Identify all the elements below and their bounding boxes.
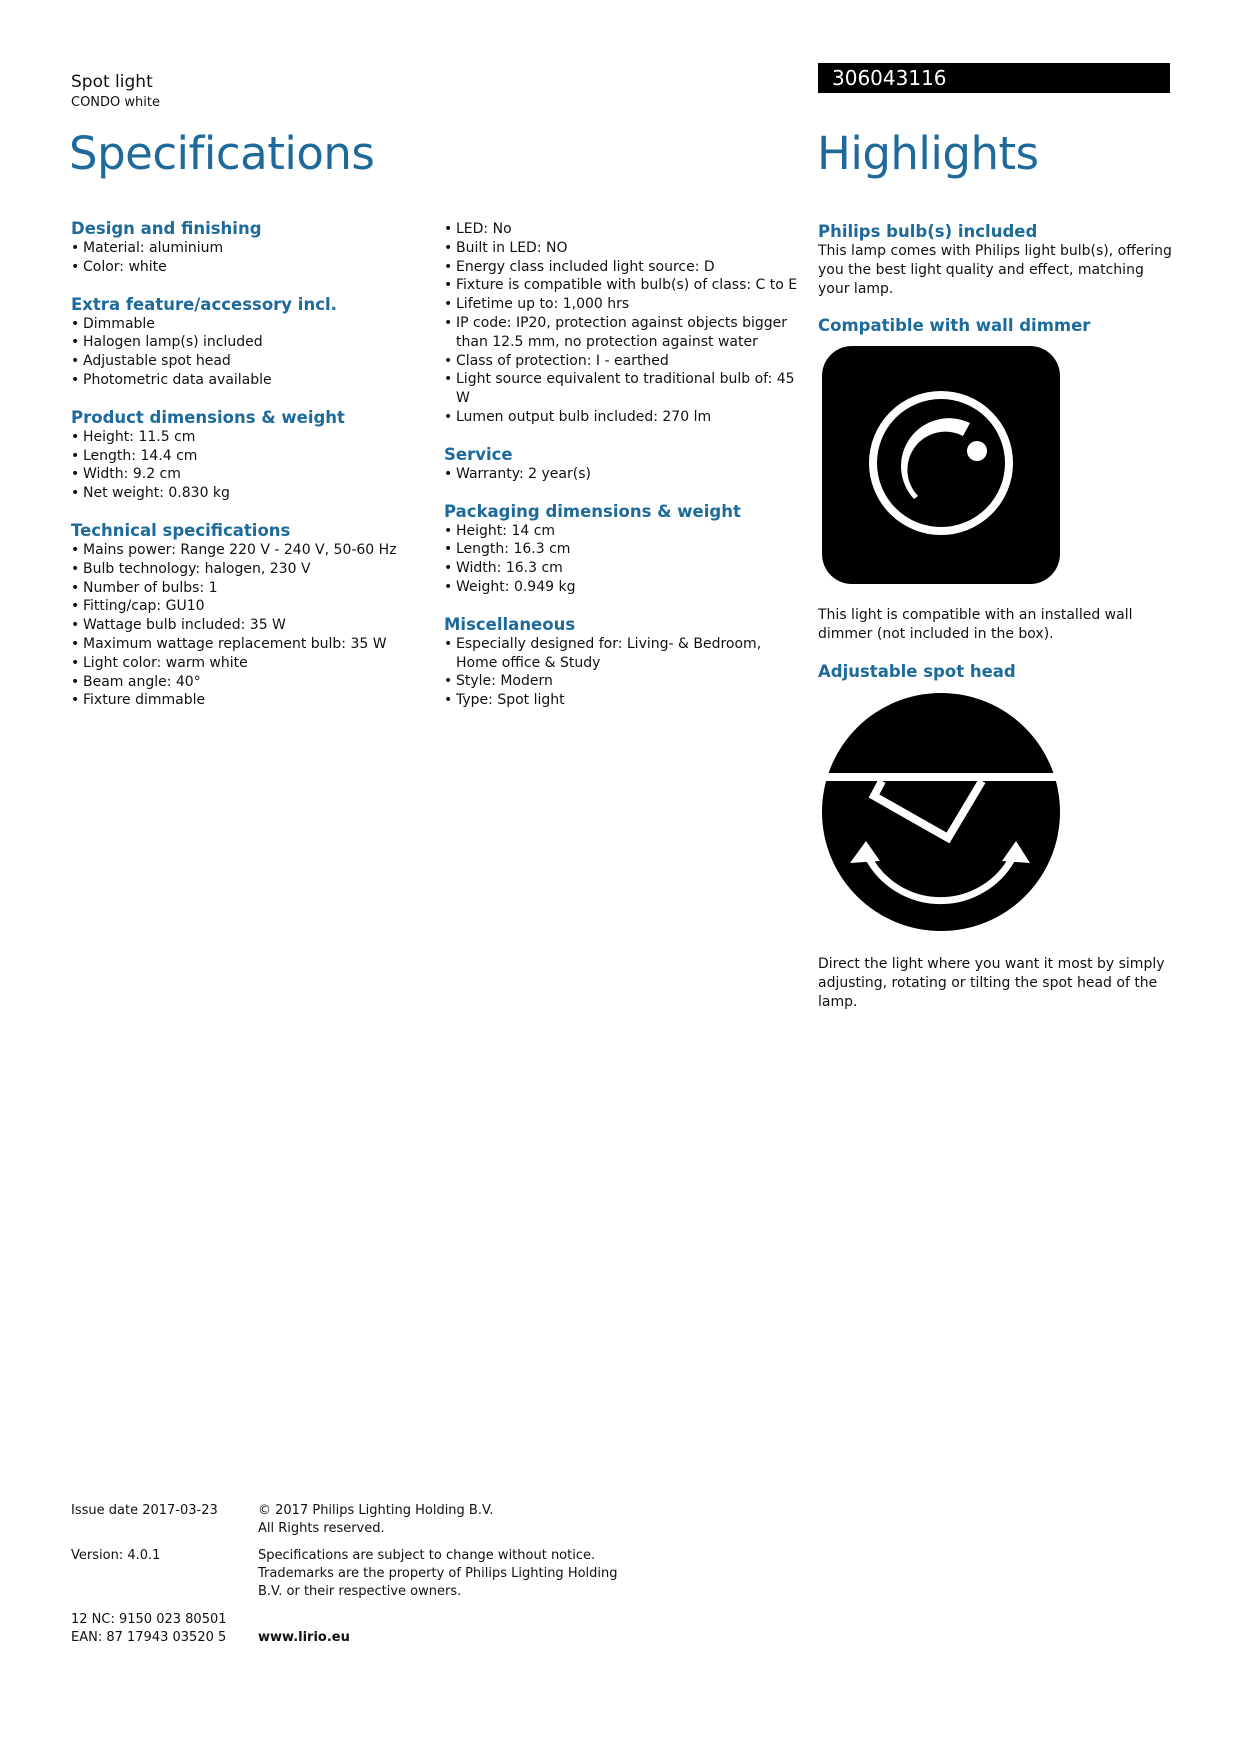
spec-item: • Bulb technology: halogen, 230 V	[71, 560, 431, 579]
spec-list	[444, 465, 804, 484]
spec-item: • Energy class included light source: D	[444, 258, 804, 277]
spec-section	[444, 615, 804, 710]
spec-item: • Beam angle: 40°	[71, 673, 431, 692]
spec-section-title: Packaging dimensions & weight	[444, 501, 741, 521]
spec-item: • Height: 14 cm	[444, 522, 804, 541]
spec-item: • Light source equivalent to traditional bulb of: 45 W	[444, 370, 804, 408]
spec-section	[444, 220, 804, 427]
spec-item: • Photometric data available	[71, 371, 431, 390]
spec-item: • Especially designed for: Living- & Bedroom, Home office & Study	[444, 635, 804, 673]
highlight-title: Compatible with wall dimmer	[818, 316, 1091, 335]
spec-section	[71, 219, 431, 277]
dimmer-knob-icon	[822, 346, 1060, 584]
spec-item: • Width: 16.3 cm	[444, 559, 804, 578]
spec-section	[71, 408, 431, 503]
highlight-title: Philips bulb(s) included	[818, 222, 1038, 241]
spec-list	[444, 635, 804, 710]
spec-item: • Class of protection: I - earthed	[444, 352, 804, 371]
highlights-title: Highlights	[817, 127, 1039, 180]
spec-item: • IP code: IP20, protection against objects bigger than 12.5 mm, no protection against water	[444, 314, 804, 352]
highlight-wall-dimmer-text	[818, 606, 1173, 644]
spec-item: • Type: Spot light	[444, 691, 804, 710]
notice-line-2: Trademarks are the property of Philips Lighting Holding	[258, 1566, 618, 1581]
notice-line-1: Specifications are subject to change without notice.	[258, 1548, 596, 1563]
spec-list	[444, 220, 804, 427]
spec-list	[444, 522, 804, 597]
spec-item: • Mains power: Range 220 V - 240 V, 50-60 Hz	[71, 541, 431, 560]
spec-section	[444, 445, 804, 484]
spec-section-title: Extra feature/accessory incl.	[71, 294, 337, 314]
spec-item: • Halogen lamp(s) included	[71, 333, 431, 352]
ean-number: EAN: 87 17943 03520 5	[71, 1630, 227, 1645]
highlight-adjustable-spot-text	[818, 955, 1173, 1011]
spec-item: • Warranty: 2 year(s)	[444, 465, 804, 484]
product-code-bar	[818, 63, 1170, 93]
spec-section	[444, 502, 804, 597]
spec-section	[71, 295, 431, 390]
copyright-line-1: © 2017 Philips Lighting Holding B.V.	[258, 1503, 494, 1518]
spec-item: • Fixture is compatible with bulb(s) of class: C to E	[444, 276, 804, 295]
spec-item: • Length: 16.3 cm	[444, 540, 804, 559]
spec-list	[71, 239, 431, 277]
website-link[interactable]: www.lirio.eu	[258, 1630, 350, 1645]
issue-date: Issue date 2017-03-23	[71, 1503, 218, 1518]
spec-item: • Material: aluminium	[71, 239, 431, 258]
spec-item: • Style: Modern	[444, 672, 804, 691]
highlight-text: Direct the light where you want it most by simply adjusting, rotating or tilting the spot head of the lamp.	[818, 956, 1165, 1010]
product-code: 306043116	[832, 66, 947, 90]
spec-column-1	[71, 219, 431, 728]
spec-item: • Width: 9.2 cm	[71, 465, 431, 484]
highlight-title: Adjustable spot head	[818, 662, 1016, 681]
highlight-text: This light is compatible with an installed wall dimmer (not included in the box).	[818, 607, 1133, 642]
spec-section-title: Product dimensions & weight	[71, 407, 345, 427]
spec-item: • Net weight: 0.830 kg	[71, 484, 431, 503]
notice-line-3: B.V. or their respective owners.	[258, 1584, 462, 1599]
highlight-text: This lamp comes with Philips light bulb(s), offering you the best light quality and effect, matching your lamp.	[818, 243, 1172, 297]
nc-number: 12 NC: 9150 023 80501	[71, 1612, 227, 1627]
spec-item: • Light color: warm white	[71, 654, 431, 673]
product-name: CONDO white	[71, 95, 160, 110]
spec-item: • Weight: 0.949 kg	[444, 578, 804, 597]
spec-item: • Height: 11.5 cm	[71, 428, 431, 447]
product-type: Spot light	[71, 72, 153, 92]
spec-list	[71, 428, 431, 503]
highlight-philips-bulbs	[818, 222, 1173, 298]
spec-item: • Adjustable spot head	[71, 352, 431, 371]
spec-item: • Dimmable	[71, 315, 431, 334]
highlight-adjustable-spot	[818, 662, 1173, 682]
spec-section-title: Service	[444, 444, 513, 464]
spec-section-title: Design and finishing	[71, 219, 262, 238]
copyright-line-2: All Rights reserved.	[258, 1521, 385, 1536]
spec-item: • Fixture dimmable	[71, 691, 431, 710]
spec-item: • Built in LED: NO	[444, 239, 804, 258]
spec-list	[71, 541, 431, 710]
spec-item: • Maximum wattage replacement bulb: 35 W	[71, 635, 431, 654]
spec-section-title: Miscellaneous	[444, 614, 576, 634]
version: Version: 4.0.1	[71, 1548, 161, 1563]
spec-item: • Color: white	[71, 258, 431, 277]
spec-item: • Length: 14.4 cm	[71, 447, 431, 466]
adjustable-spot-icon	[822, 693, 1060, 931]
spec-list	[71, 315, 431, 390]
spec-item: • Lumen output bulb included: 270 lm	[444, 408, 804, 427]
spec-section-title: Technical specifications	[71, 520, 291, 540]
spec-item: • Lifetime up to: 1,000 hrs	[444, 295, 804, 314]
specifications-title: Specifications	[69, 127, 375, 180]
highlight-wall-dimmer	[818, 316, 1173, 336]
spec-item: • Number of bulbs: 1	[71, 579, 431, 598]
spec-item: • Wattage bulb included: 35 W	[71, 616, 431, 635]
spec-item: • Fitting/cap: GU10	[71, 597, 431, 616]
spec-item: • LED: No	[444, 220, 804, 239]
spec-section	[71, 521, 431, 710]
spec-column-2	[444, 220, 804, 728]
